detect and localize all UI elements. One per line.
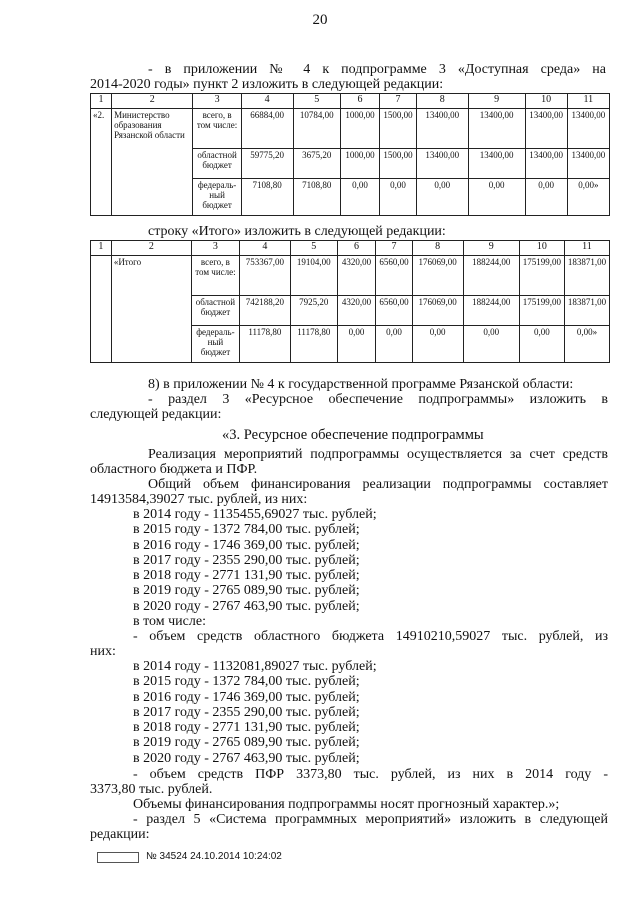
- paragraph-8-line-1: - объем средств ПФР 3373,80 тыс. рублей, из них в 2014 году -: [133, 767, 608, 782]
- header-cell: 3: [193, 94, 242, 109]
- header-cell: 2: [112, 94, 193, 109]
- value-cell: 7108,80: [293, 179, 340, 216]
- value-cell: 0,00»: [564, 326, 609, 363]
- value-cell: 188244,00: [463, 296, 519, 326]
- list-item: в 2018 году - 2771 131,90 тыс. рублей;: [133, 720, 360, 736]
- row-number: «2.: [91, 109, 112, 216]
- header-cell: 1: [91, 94, 112, 109]
- list-item: в 2017 году - 2355 290,00 тыс. рублей;: [133, 552, 360, 568]
- value-cell: 0,00»: [567, 179, 609, 216]
- header-cell: 6: [337, 241, 376, 256]
- value-cell: 13400,00: [468, 149, 525, 179]
- value-cell: 19104,00: [290, 256, 337, 296]
- value-cell: 4320,00: [337, 296, 376, 326]
- table-subprogram-row-2: [90, 93, 610, 216]
- value-cell: 13400,00: [468, 109, 525, 149]
- header-cell: 7: [380, 94, 417, 109]
- table-row: [91, 256, 610, 296]
- row-label: всего, в том числе:: [193, 109, 242, 149]
- value-cell: 7925,20: [290, 296, 337, 326]
- table-row: [91, 109, 610, 149]
- paragraph-10-line-1: - раздел 5 «Система программных мероприятий» изложить в следующей: [133, 812, 608, 827]
- value-cell: 183871,00: [564, 296, 609, 326]
- paragraph-10-line-2: редакции:: [90, 827, 150, 842]
- paragraph-5-line-1: Реализация мероприятий подпрограммы осуществляется за счет средств: [148, 447, 608, 462]
- value-cell: 188244,00: [463, 256, 519, 296]
- list-item: в 2020 году - 2767 463,90 тыс. рублей;: [133, 598, 360, 614]
- header-cell: 11: [564, 241, 609, 256]
- paragraph-6-line-1: Общий объем финансирования реализации подпрограммы составляет: [148, 477, 608, 492]
- value-cell: 0,00: [468, 179, 525, 216]
- row-organization: «Итого: [111, 256, 191, 363]
- list-item: в 2016 году - 1746 369,00 тыс. рублей;: [133, 689, 360, 705]
- header-cell: 10: [519, 241, 564, 256]
- row-label: областной бюджет: [191, 296, 239, 326]
- value-cell: 0,00: [416, 179, 468, 216]
- value-cell: 10784,00: [293, 109, 340, 149]
- header-cell: 5: [293, 94, 340, 109]
- paragraph-6-line-2: 14913584,39027 тыс. рублей, из них:: [90, 492, 308, 507]
- value-cell: 1000,00: [340, 149, 379, 179]
- paragraph-7-line-2: них:: [90, 644, 116, 659]
- value-cell: 0,00: [340, 179, 379, 216]
- value-cell: 3675,20: [293, 149, 340, 179]
- header-cell: 9: [468, 94, 525, 109]
- header-cell: 4: [241, 94, 293, 109]
- header-cell: 2: [111, 241, 191, 256]
- value-cell: 7108,80: [241, 179, 293, 216]
- paragraph-1-line-1: - в приложении № 4 к подпрограмме 3 «Доступная среда» на: [148, 62, 606, 77]
- paragraph-4-line-1: - раздел 3 «Ресурсное обеспечение подпрограммы» изложить в: [148, 392, 608, 407]
- paragraph-9: Объемы финансирования подпрограммы носят прогнозный характер.»;: [133, 797, 560, 812]
- value-cell: 13400,00: [567, 149, 609, 179]
- value-cell: 66884,00: [241, 109, 293, 149]
- value-cell: 1500,00: [380, 149, 417, 179]
- value-cell: 13400,00: [525, 149, 567, 179]
- header-cell: 10: [525, 94, 567, 109]
- table-header-row: [91, 241, 610, 256]
- value-cell: 1500,00: [380, 109, 417, 149]
- value-cell: 13400,00: [525, 109, 567, 149]
- value-cell: 11178,80: [290, 326, 337, 363]
- section-heading: «3. Ресурсное обеспечение подпрограммы: [222, 427, 484, 443]
- paragraph-7-line-1: - объем средств областного бюджета 14910210,59027 тыс. рублей, из: [133, 629, 608, 644]
- list-item: в 2014 году - 1132081,89027 тыс. рублей;: [133, 659, 377, 674]
- header-cell: 5: [290, 241, 337, 256]
- header-cell: 9: [463, 241, 519, 256]
- value-cell: 0,00: [380, 179, 417, 216]
- header-cell: 1: [91, 241, 112, 256]
- list-item: в 2014 году - 1135455,69027 тыс. рублей;: [133, 507, 377, 522]
- document-stamp: № 34524 24.10.2014 10:24:02: [146, 851, 282, 862]
- table-total-row: [90, 240, 610, 363]
- value-cell: 183871,00: [564, 256, 609, 296]
- header-cell: 8: [416, 94, 468, 109]
- row-label: федераль-ный бюджет: [191, 326, 239, 363]
- value-cell: 0,00: [525, 179, 567, 216]
- list-item: в 2017 году - 2355 290,00 тыс. рублей;: [133, 704, 360, 720]
- value-cell: 4320,00: [337, 256, 376, 296]
- value-cell: 11178,80: [239, 326, 290, 363]
- paragraph-4-line-2: следующей редакции:: [90, 407, 222, 422]
- value-cell: 0,00: [519, 326, 564, 363]
- year-list-total: [133, 507, 603, 629]
- list-item: в 2018 году - 2771 131,90 тыс. рублей;: [133, 568, 360, 584]
- value-cell: 6560,00: [376, 296, 412, 326]
- row-label: областной бюджет: [193, 149, 242, 179]
- document-logo-icon: [97, 852, 139, 863]
- value-cell: 0,00: [337, 326, 376, 363]
- value-cell: 59775,20: [241, 149, 293, 179]
- list-item: в 2016 году - 1746 369,00 тыс. рублей;: [133, 537, 360, 553]
- header-cell: 8: [412, 241, 463, 256]
- value-cell: 175199,00: [519, 296, 564, 326]
- row-organization: Министерство образования Рязанской области: [112, 109, 193, 216]
- value-cell: 176069,00: [412, 296, 463, 326]
- row-label: федераль-ный бюджет: [193, 179, 242, 216]
- page-number: 20: [312, 12, 328, 28]
- paragraph-1-line-2: 2014-2020 годы» пункт 2 изложить в следующей редакции:: [90, 77, 444, 92]
- header-cell: 3: [191, 241, 239, 256]
- header-cell: 6: [340, 94, 379, 109]
- list-item: в 2020 году - 2767 463,90 тыс. рублей;: [133, 750, 360, 766]
- value-cell: 13400,00: [567, 109, 609, 149]
- list-item: в 2019 году - 2765 089,90 тыс. рублей;: [133, 735, 360, 751]
- value-cell: 0,00: [376, 326, 412, 363]
- row-label: всего, в том числе:: [191, 256, 239, 296]
- row-number: [91, 256, 112, 363]
- in-total-label: в том числе:: [133, 614, 206, 630]
- paragraph-2: строку «Итого» изложить в следующей редакции:: [148, 224, 446, 239]
- value-cell: 753367,00: [239, 256, 290, 296]
- value-cell: 0,00: [412, 326, 463, 363]
- paragraph-3: 8) в приложении № 4 к государственной программе Рязанской области:: [148, 377, 574, 392]
- header-cell: 4: [239, 241, 290, 256]
- value-cell: 176069,00: [412, 256, 463, 296]
- list-item: в 2015 году - 1372 784,00 тыс. рублей;: [133, 674, 360, 690]
- header-cell: 7: [376, 241, 412, 256]
- list-item: в 2019 году - 2765 089,90 тыс. рублей;: [133, 583, 360, 599]
- value-cell: 1000,00: [340, 109, 379, 149]
- paragraph-8-line-2: 3373,80 тыс. рублей.: [90, 782, 213, 797]
- value-cell: 6560,00: [376, 256, 412, 296]
- value-cell: 742188,20: [239, 296, 290, 326]
- header-cell: 11: [567, 94, 609, 109]
- list-item: в 2015 году - 1372 784,00 тыс. рублей;: [133, 522, 360, 538]
- paragraph-5-line-2: областного бюджета и ПФР.: [90, 462, 258, 477]
- value-cell: 175199,00: [519, 256, 564, 296]
- value-cell: 13400,00: [416, 109, 468, 149]
- value-cell: 0,00: [463, 326, 519, 363]
- table-header-row: [91, 94, 610, 109]
- value-cell: 13400,00: [416, 149, 468, 179]
- year-list-regional: [133, 659, 603, 766]
